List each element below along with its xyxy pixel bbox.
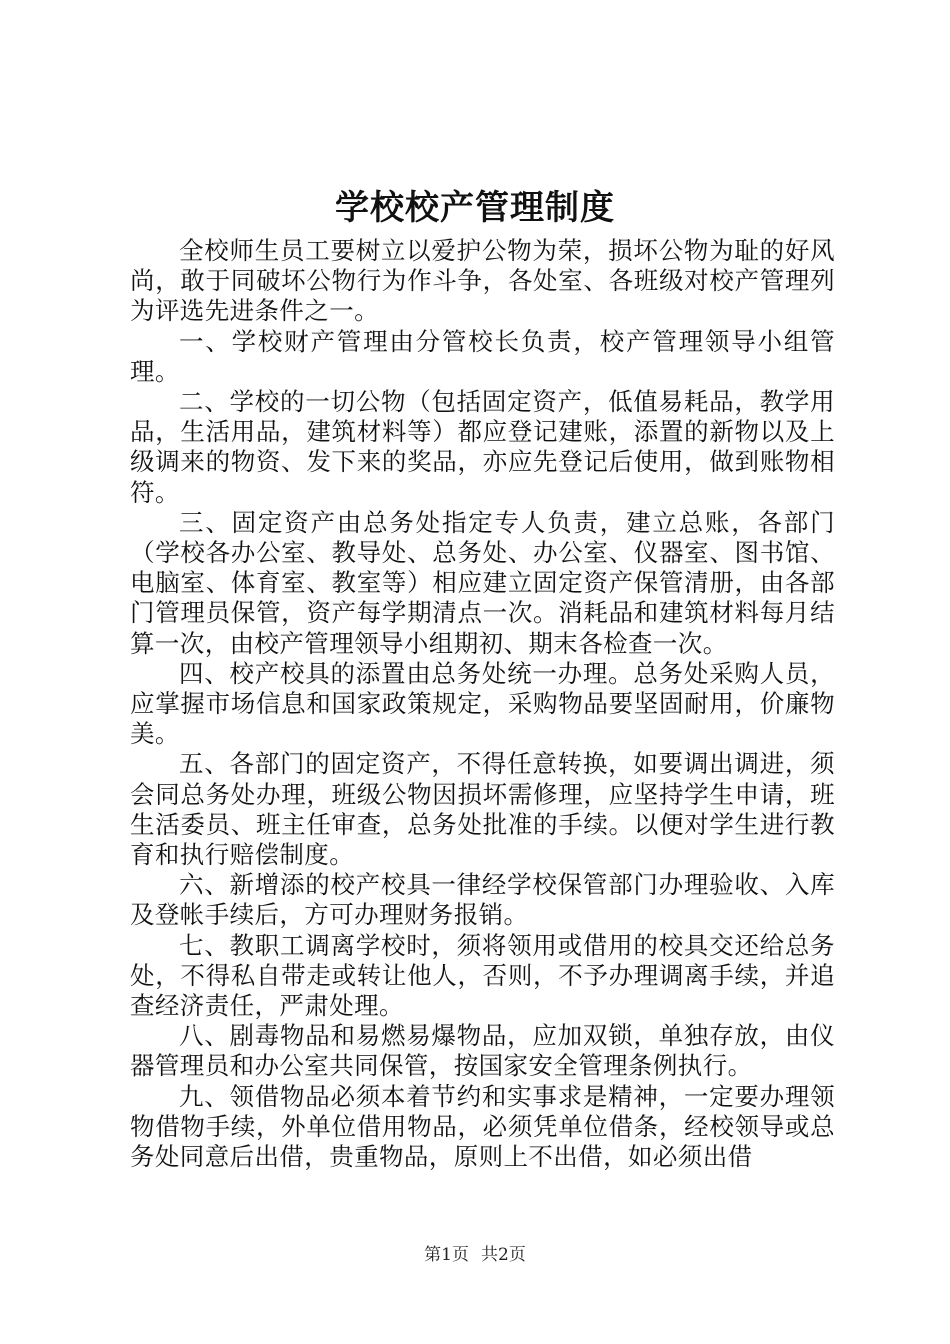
page-number-current: 第1页 <box>424 1245 469 1265</box>
paragraph-item-8: 八、剧毒物品和易燃易爆物品，应加双锁，单独存放，由仪器管理员和办公室共同保管，按国家安全管理条例执行。 <box>130 1021 835 1081</box>
paragraph-item-2: 二、学校的一切公物（包括固定资产，低值易耗品，教学用品，生活用品，建筑材料等）都应登记建账，添置的新物以及上级调来的物资、发下来的奖品，亦应先登记后使用，做到账物相符。 <box>130 387 835 507</box>
paragraph-item-3: 三、固定资产由总务处指定专人负责，建立总账，各部门（学校各办公室、教导处、总务处、办公室、仪器室、图书馆、电脑室、体育室、教室等）相应建立固定资产保管清册，由各部门管理员保管，资产每学期清点一次。消耗品和建筑材料每月结算一次，由校产管理领导小组期初、期末各检查一次。 <box>130 507 835 658</box>
paragraph-item-4: 四、校产校具的添置由总务处统一办理。总务处采购人员，应掌握市场信息和国家政策规定，采购物品要坚固耐用，价廉物美。 <box>130 658 835 749</box>
page-footer <box>0 1244 950 1266</box>
paragraph-item-9: 九、领借物品必须本着节约和实事求是精神，一定要办理领物借物手续，外单位借用物品，必须凭单位借条，经校领导或总务处同意后出借，贵重物品，原则上不出借，如必须出借 <box>130 1081 835 1172</box>
paragraph-item-5: 五、各部门的固定资产，不得任意转换，如要调出调进，须会同总务处办理，班级公物因损坏需修理，应坚持学生申请，班生活委员、班主任审查，总务处批准的手续。以便对学生进行教育和执行赔偿制度。 <box>130 749 835 870</box>
paragraph-item-7: 七、教职工调离学校时，须将领用或借用的校具交还给总务处，不得私自带走或转让他人，否则，不予办理调离手续，并追查经济责任，严肃处理。 <box>130 930 835 1021</box>
page-number-total: 共2页 <box>481 1245 526 1265</box>
paragraph-item-1: 一、学校财产管理由分管校长负责，校产管理领导小组管理。 <box>130 326 835 386</box>
paragraph-item-6: 六、新增添的校产校具一律经学校保管部门办理验收、入库及登帐手续后，方可办理财务报销。 <box>130 870 835 930</box>
document-title: 学校校产管理制度 <box>335 188 615 228</box>
paragraph-intro: 全校师生员工要树立以爱护公物为荣，损坏公物为耻的好风尚，敢于同破坏公物行为作斗争，各处室、各班级对校产管理列为评选先进条件之一。 <box>130 236 835 326</box>
document-body <box>130 236 835 1172</box>
